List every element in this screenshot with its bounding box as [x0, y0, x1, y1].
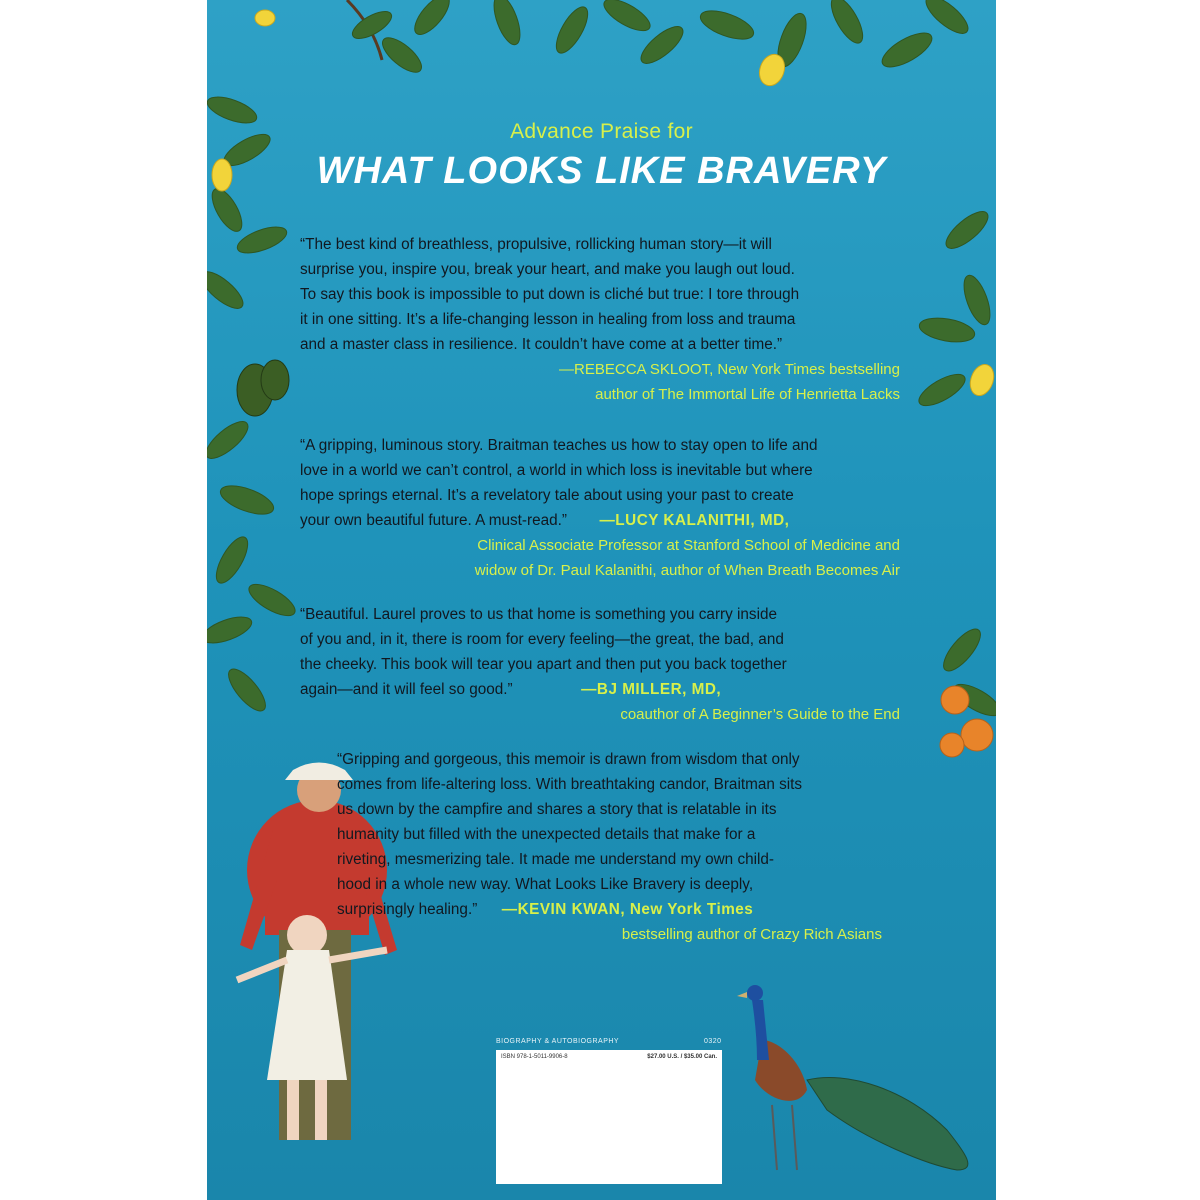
quote-line: hood in a whole new way. What Looks Like Bravery is deeply,	[337, 876, 754, 893]
isbn-text: ISBN 978-1-5011-9906-8	[501, 1054, 568, 1060]
quote-line: “The best kind of breathless, propulsive, rollicking human story—it will	[300, 236, 772, 253]
quote-line-text: again—and it will feel so good.”	[300, 681, 513, 698]
praise-quote-3	[300, 602, 900, 727]
quote-line: hope springs eternal. It’s a revelatory tale about using your past to create	[300, 487, 794, 504]
quote-line: humanity but filled with the unexpected details that make for a	[337, 826, 756, 843]
quote-line: us down by the campfire and shares a story that is relatable in its	[337, 801, 777, 818]
peacock-illustration	[737, 985, 968, 1170]
praise-quote-2	[300, 433, 900, 583]
quote-attribution: bestselling author of Crazy Rich Asians	[621, 926, 882, 943]
quote-line: To say this book is impossible to put down is cliché but true: I tore through	[300, 286, 800, 303]
quote-line	[337, 897, 882, 922]
quote-line: surprise you, inspire you, break your heart, and make you laugh out loud.	[300, 261, 795, 278]
barcode-label-row	[501, 1054, 717, 1066]
quote-line: it in one sitting. It’s a life-changing lesson in healing from loss and trauma	[300, 311, 796, 328]
quote-line: the cheeky. This book will tear you apart and then put you back together	[300, 656, 787, 673]
quote-attribution-name: —BJ MILLER, MD,	[581, 681, 722, 698]
quote-line: “A gripping, luminous story. Braitman teaches us how to stay open to life and	[300, 437, 818, 454]
quote-line-text: your own beautiful future. A must-read.”	[300, 512, 567, 529]
quote-line: riveting, mesmerizing tale. It made me understand my own child-	[337, 851, 774, 868]
praise-quote-4	[337, 747, 882, 947]
advance-praise-label: Advance Praise for	[510, 120, 693, 143]
quote-line	[300, 677, 900, 702]
quote-attribution: widow of Dr. Paul Kalanithi, author of When Breath Becomes Air	[474, 562, 900, 579]
quote-line: and a master class in resilience. It couldn’t have come at a better time.”	[300, 336, 783, 353]
category-code: 0320	[704, 1038, 722, 1045]
barcode-panel	[496, 1050, 722, 1184]
quote-line-text: surprisingly healing.”	[337, 901, 478, 918]
quote-line: “Gripping and gorgeous, this memoir is drawn from wisdom that only	[337, 751, 800, 768]
praise-quote-1	[300, 232, 900, 407]
quote-line: comes from life-altering loss. With breathtaking candor, Braitman sits	[337, 776, 803, 793]
category-label: BIOGRAPHY & AUTOBIOGRAPHY	[496, 1038, 620, 1045]
quote-line: “Beautiful. Laurel proves to us that home is something you carry inside	[300, 606, 777, 623]
quote-line: of you and, in it, there is room for every feeling—the great, the bad, and	[300, 631, 784, 648]
quote-line: love in a world we can’t control, a world in which loss is inevitable but where	[300, 462, 813, 479]
book-back-cover	[207, 0, 996, 1200]
price-text: $27.00 U.S. / $35.00 Can.	[647, 1054, 717, 1060]
quote-line	[300, 508, 900, 533]
quote-attribution: author of The Immortal Life of Henrietta Lacks	[595, 386, 900, 403]
quote-attribution: —REBECCA SKLOOT, New York Times bestselling	[559, 361, 900, 378]
quote-attribution: coauthor of A Beginner’s Guide to the End	[620, 706, 900, 723]
book-title: WHAT LOOKS LIKE BRAVERY	[316, 150, 887, 192]
quote-attribution-name: —LUCY KALANITHI, MD,	[599, 512, 790, 529]
quote-attribution-name: —KEVIN KWAN, New York Times	[501, 901, 754, 918]
quote-attribution: Clinical Associate Professor at Stanford School of Medicine and	[477, 537, 900, 554]
